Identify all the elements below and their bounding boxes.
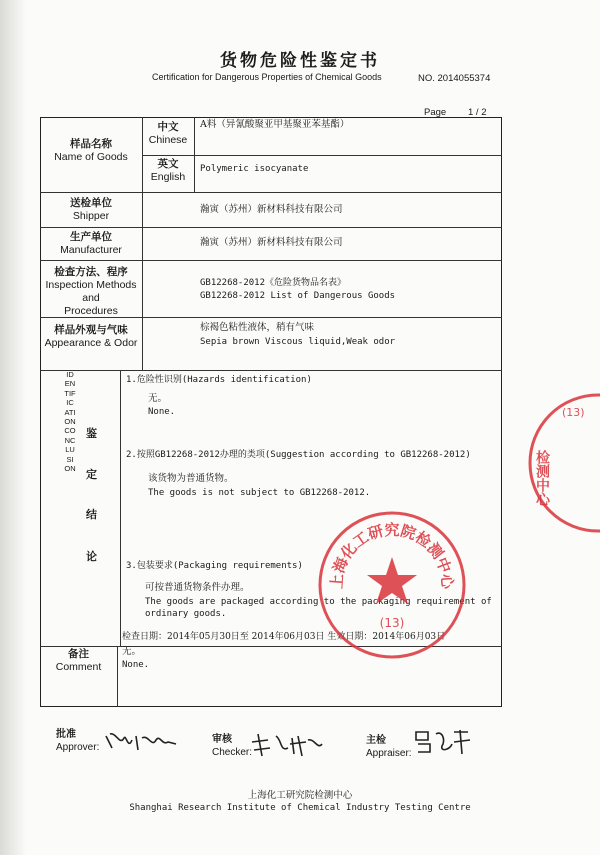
conclusion-char-1: 鉴 <box>86 427 97 440</box>
inspection-label: 检查方法、程序 Inspection Methods and Procedures <box>45 266 137 317</box>
inspection-value-1: GB12268-2012《危险货物品名表》 <box>200 278 347 288</box>
scan-edge <box>0 0 26 855</box>
divider <box>40 260 502 261</box>
title-chinese: 货物危险性鉴定书 <box>220 51 380 71</box>
sample-name-label: 样品名称 Name of Goods <box>54 138 128 163</box>
divider <box>194 155 195 192</box>
manufacturer-label: 生产单位 Manufacturer <box>60 231 122 256</box>
footer-org-chinese: 上海化工研究院检测中心 <box>247 790 353 801</box>
footer-org-english: Shanghai Research Institute of Chemical Industry Testing Centre <box>129 803 471 813</box>
shipper-label: 送检单位 Shipper <box>70 197 112 222</box>
page-number: 1 / 2 <box>468 107 487 118</box>
divider <box>142 155 502 156</box>
section1-title: 1.危险性识别(Hazards identification) <box>126 375 312 385</box>
checker-signature-icon <box>248 730 326 760</box>
section2-title: 2.按照GB12268-2012办理的类项(Suggestion according to GB12268-2012) <box>126 450 471 460</box>
comment-label: 备注 Comment <box>55 648 102 673</box>
comment-value-en: None. <box>122 660 150 670</box>
divider <box>194 117 195 155</box>
conclusion-char-2: 定 <box>86 468 97 481</box>
inspection-value-2: GB12268-2012 List of Dangerous Goods <box>200 291 396 301</box>
divider <box>40 192 502 193</box>
svg-text:(13): (13) <box>562 406 585 419</box>
divider <box>40 370 502 371</box>
appearance-label: 样品外观与气味 Appearance & Odor <box>44 324 138 349</box>
section2-cn: 该货物为普通货物。 <box>148 473 234 484</box>
appearance-value-en: Sepia brown Viscous liquid,Weak odor <box>200 337 396 347</box>
identification-conclusion-vertical: IDENTIFICATIONCONCLUSION <box>64 370 76 474</box>
section1-cn: 无。 <box>148 393 168 404</box>
title-english: Certification for Dangerous Properties of Chemical Goods <box>152 72 382 82</box>
section2-en: The goods is not subject to GB12268-2012. <box>148 488 371 498</box>
partial-seal-icon <box>520 388 600 538</box>
conclusion-char-3: 结 <box>86 508 97 521</box>
approver-label: 批准 Approver: <box>56 729 100 753</box>
chinese-name-value: A料（异氰酸聚亚甲基聚亚苯基酯） <box>200 119 350 130</box>
checker-label: 审核 Checker: <box>212 734 253 758</box>
chinese-label: 中文 Chinese <box>148 121 188 146</box>
section1-en: None. <box>148 407 176 417</box>
divider <box>117 646 118 707</box>
svg-text:上海化工研究院检测中心: 上海化工研究院检测中心 <box>327 521 457 590</box>
appearance-value-cn: 棕褐色粘性液体，稍有气味 <box>200 322 315 333</box>
page-label: Page <box>424 107 447 118</box>
appraiser-signature-icon <box>412 726 472 756</box>
approver-signature-icon <box>102 728 182 756</box>
certificate-number: NO. 2014055374 <box>418 73 491 84</box>
english-label: 英文 English <box>150 158 186 183</box>
official-seal-icon <box>312 505 472 665</box>
appraiser-label: 主检 Appraiser: <box>366 735 412 759</box>
section3-en-2: ordinary goods. <box>145 609 227 619</box>
conclusion-char-4: 论 <box>86 550 97 563</box>
section3-title: 3.包装要求(Packaging requirements) <box>126 561 303 571</box>
svg-text:检测中心: 检测中心 <box>534 450 550 506</box>
section3-cn: 可按普通货物条件办理。 <box>145 582 250 593</box>
svg-text:(13): (13) <box>379 616 405 630</box>
section3-en-1: The goods are packaged according to the packaging requirement of <box>145 597 492 607</box>
divider <box>40 227 502 228</box>
divider <box>120 370 121 646</box>
inspection-dates: 检查日期：2014年05月30日至 2014年06月03日 生效日期：2014年06月03日 <box>122 632 446 642</box>
manufacturer-value: 瀚寅（苏州）新材料科技有限公司 <box>200 237 343 248</box>
shipper-value: 瀚寅（苏州）新材料科技有限公司 <box>200 204 343 215</box>
comment-value-cn: 无。 <box>122 646 142 657</box>
english-name-value: Polymeric isocyanate <box>200 164 309 174</box>
